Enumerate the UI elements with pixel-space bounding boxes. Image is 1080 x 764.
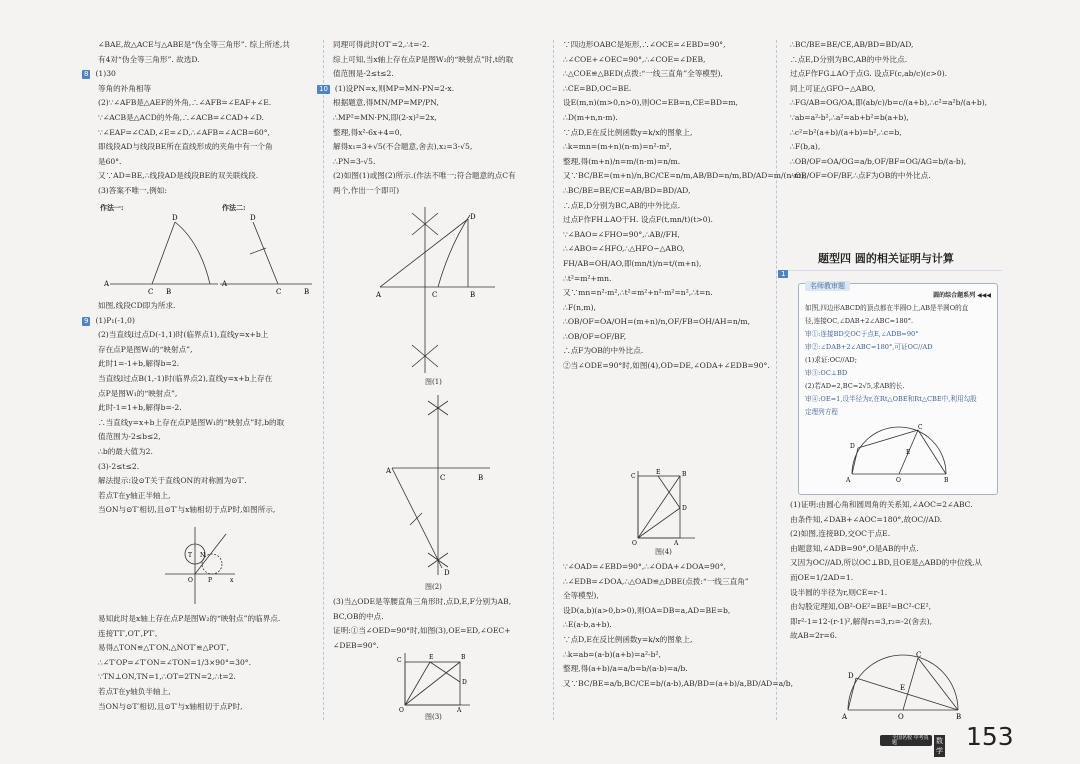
svg-text:D: D (172, 214, 178, 222)
text-line: ∴∠T′OP=∠T′ON=∠TON=1/3×90°=30°. (98, 657, 252, 667)
svg-text:x: x (230, 577, 234, 584)
svg-text:C: C (148, 288, 154, 296)
box-tag: 名师教审题 (805, 281, 850, 291)
text-line: ∴F(n,m), (563, 302, 596, 312)
text-line: 如图,线段CD即为所求. (98, 301, 176, 310)
column-1-continued (84, 299, 308, 518)
text-line: 连接TT′,OT′,PT′, (98, 628, 158, 638)
svg-text:O: O (188, 577, 193, 584)
text-line: ∴点F为OB的中外比点. (563, 346, 644, 356)
text-line: ∵∠OAD=∠EBD=90°,∴∠ODA+∠DOA=90°, (563, 562, 726, 571)
text-line: 过点F作FG⊥AO于点G. 设点F(c,ab/c)(c>0). (790, 69, 948, 79)
text-line: (2)当直线l过点D(-1,1)时(临界点1),直线y=x+b上 (98, 330, 269, 340)
text-line: 由题意知,∠ADB=90°,O是AB的中点. (790, 543, 919, 553)
text-line: 又∵AD=BE,∴线段AD是线段BE的双关联线段. (98, 171, 259, 181)
text-line: 两个,作出一个即可) (333, 185, 400, 195)
text-line: ∵∠BAO=∠FHO=90°,∴AB//FH, (563, 229, 680, 239)
figure-3-caption: 图(3) (425, 713, 442, 721)
text-line: 即r²-1=12-(r-1)²,解得r₁=3,r₂=-2(舍去), (790, 616, 933, 626)
svg-text:B: B (304, 288, 310, 296)
figure-4 (630, 468, 700, 546)
text-line: FH/AB=OH/AO,即(mn/t)/n=t/(m+n), (563, 258, 702, 268)
column-divider (776, 40, 777, 720)
text-line: 故AB=2r=6. (790, 631, 838, 641)
text-line: 此时1=-1+b,解得b=2. (98, 359, 180, 369)
text-line: ∵四边形OABC是矩形,∴∠OCE=∠EBD=90°, (563, 40, 726, 49)
text-line: 若点T在y轴负半轴上, (98, 686, 171, 696)
text-line: (2)如图(1)或图(2)所示.(作法不唯一;符合题意的点C有 (333, 171, 516, 181)
svg-text:D: D (850, 443, 855, 450)
text-line: (3)当△ODE是等腰直角三角形时,点D,E,F分别为AB, (333, 597, 512, 606)
text-line: 设D(a,b)(a>0,b>0),则OA=DB=a,AD=BE=b, (563, 605, 731, 615)
text-line: (3)答案不唯一,例如: (98, 185, 167, 195)
subject-label: 数学 (936, 737, 943, 755)
text-line: ∵∠ACB是△ACD的外角,∴∠ACB=∠CAD+∠D. (98, 112, 264, 122)
text-line: ∴MP²=MN·PN,即(2-x)²=2x, (333, 112, 437, 122)
text-line: 又∵BC/BE=a/b,BC/CE=b/(a-b),AB/BD=(a+b)/a,BD/AD=a/b, (563, 678, 793, 688)
text-line: (2)∵∠AFB是△AEF的外角,∴∠AFB=∠EAF+∠E. (98, 98, 272, 108)
box-series: 圆的综合题系列 ◀◀◀ (933, 292, 991, 299)
teacher-review-box (798, 283, 998, 495)
svg-text:D: D (444, 569, 450, 577)
svg-text:E: E (429, 654, 434, 661)
figure-2-caption: 图(2) (425, 583, 442, 591)
column-1 (84, 38, 308, 199)
svg-text:O: O (898, 713, 904, 721)
svg-text:B: B (478, 474, 484, 482)
text-line: ∴b的最大值为2. (98, 446, 153, 456)
text-line: 8 (1)30 (84, 69, 116, 79)
svg-text:B: B (944, 477, 949, 484)
question-number: 8 (84, 70, 89, 79)
svg-text:B: B (956, 713, 962, 721)
text-line: 而OE=1/2AD=1. (790, 572, 854, 582)
text-line: 审①:连接BD交OC于点E,∠ADB=90° (805, 330, 919, 338)
text-line: 同上可证△GFO∽△ABO, (790, 83, 876, 93)
column-3-bottom (563, 560, 793, 691)
text-line: 又∵mn=n²-m²,∴t²=m²+n²-m²=n²,∴t=n. (563, 288, 713, 298)
svg-text:D: D (250, 214, 256, 222)
text-line: ∵点D,E在反比例函数y=k/x的图象上, (563, 634, 693, 644)
text-line: 定理列方程 (805, 408, 838, 416)
svg-text:C: C (432, 291, 438, 299)
svg-text:C: C (397, 657, 402, 664)
text-line: ∴∠ABO=∠HFO,∴△HFO∽△ABO, (563, 244, 685, 254)
svg-text:C: C (918, 424, 923, 431)
svg-text:P: P (208, 577, 213, 584)
svg-text:A: A (674, 540, 679, 547)
method-two-label: 作法二: (222, 203, 246, 212)
svg-text:A: A (104, 280, 110, 288)
text-line: ∴当直线y=x+b上存在点P是图W₁的“映射点”时,b的取 (98, 417, 285, 427)
text-line: ∴OB/OF=OA/OG=a/b,OF/BF=OG/AG=b/(a-b), (790, 156, 967, 166)
question-number: 10 (319, 84, 328, 93)
text-line: 解得x₁=3+√5(不合题意,舍去),x₂=3-√5, (333, 142, 473, 152)
text-line: ∴OB/OF=OA/OH=(m+n)/n,OF/FB=OH/AH=n/m, (563, 317, 750, 327)
question-number: 9 (84, 316, 89, 325)
column-4-bottom (790, 498, 1002, 644)
svg-text:O: O (896, 477, 901, 484)
text-line: ∵点D,E在反比例函数y=k/x的图象上, (563, 127, 693, 137)
svg-text:T: T (188, 552, 193, 559)
svg-text:D: D (682, 505, 687, 512)
svg-text:E: E (656, 469, 661, 476)
text-line: 易得△TON≌△T′ON,△NOT′≌△POT′, (98, 643, 229, 653)
text-line: 等角的补角相等 (98, 83, 152, 93)
text-line: 审③:OC⊥BD (805, 369, 848, 377)
text-line: 全等模型), (563, 591, 599, 601)
column-2 (319, 38, 545, 199)
text-line: ∴F(b,a), (790, 142, 821, 152)
text-line: 根据题意,得MN/MP=MP/PN, (333, 98, 439, 108)
svg-text:C: C (916, 651, 922, 659)
text-line: ∴c²=b²(a+b)/(a+b)=b²,∴c=b, (790, 127, 902, 137)
text-line: 当ON与⊙T′相切,且⊙T′与x轴相切于点P时,如图所示, (98, 505, 276, 515)
text-line: 如图,四边形ABCD的顶点都在半圆O上,AB是半圆O的直 (805, 304, 969, 312)
text-line: 整理,得(a+b)/a=a/b=b/(a-b)=a/b. (563, 664, 688, 674)
text-line: (2)若AD=2,BC=2√5,求AB的长. (805, 382, 905, 390)
text-line: ∴PN=3-√5. (333, 156, 376, 166)
question-number: 1 (778, 270, 788, 278)
svg-text:B: B (166, 288, 172, 296)
text-line: 整理,得x²-6x+4=0, (333, 127, 403, 137)
figure-1 (370, 205, 510, 375)
text-line: 同理可得此时OT′=2,∴t=-2. (333, 40, 430, 49)
solution-semicircle-figure (840, 650, 965, 722)
text-line: 是60°. (98, 156, 122, 166)
text-line: ②当∠ODE=90°时,如图(4),OD=DE,∠ODA+∠EDB=90°. (563, 361, 770, 371)
text-line: 点P是图W₁的“映射点”, (98, 388, 178, 398)
text-line: ∴OB/OF=OF/BF,∴点F为OB的中外比点. (790, 171, 931, 181)
text-line: 由勾股定理知,OB²-OE²=BE²=BC²-CE², (790, 602, 932, 612)
text-line: 证明:①当∠OED=90°时,如图(3),OE=ED,∠OEC+ (333, 626, 511, 636)
svg-text:C: C (631, 473, 636, 480)
text-line: ∴BC/BE=BE/CE,AB/BD=BD/AD, (790, 40, 914, 49)
svg-text:E: E (900, 684, 906, 692)
text-line: 径,连接OC,∠DAB+2∠ABC=180°. (805, 317, 914, 325)
text-line: 存在点P是图W₁的“映射点”, (98, 344, 193, 354)
method-one-label: 作法一: (100, 203, 124, 212)
text-line: ∴FG/AB=OG/OA,即(ab/c)/b=c/(a+b),∴c²=a²b/(a+b), (790, 98, 988, 108)
page-number: 153 (966, 722, 1014, 751)
text-line: 由条件知,∠DAB+∠AOC=180°,故OC//AD. (790, 514, 943, 524)
box-text (805, 302, 991, 419)
text-line: 又因为OC//AD,所以OC⊥BD,且OE是△ABD的中位线,从 (790, 558, 983, 568)
column-4 (790, 38, 1002, 184)
text-line: ∠DEB=90°. (333, 640, 379, 650)
text-line: 设半圆的半径为r,则CE=r-1. (790, 587, 888, 597)
column-divider (323, 40, 324, 720)
svg-text:A: A (376, 291, 382, 299)
svg-text:A: A (386, 467, 392, 475)
text-line: ∵∠EAF=∠CAD,∠E=∠D,∴∠AFB=∠ACB=60°, (98, 127, 270, 137)
svg-text:E: E (906, 449, 911, 456)
text-line: 若点T在y轴正半轴上, (98, 490, 171, 500)
text-line: ∴△COE≌△BED(点拨:“一线三直角”全等模型), (563, 69, 723, 79)
svg-text:C: C (276, 288, 282, 296)
text-line: (2)如图,连接BD,交OC于点E. (790, 529, 891, 539)
svg-text:C: C (440, 474, 446, 482)
text-line: 10 (1)设PN=x,则MP=MN-PN=2-x. (319, 83, 455, 93)
svg-text:O: O (632, 540, 637, 547)
text-line: 解法提示:设⊙T关于直线ON的对称圆为⊙T′. (98, 476, 247, 486)
semicircle-figure (844, 424, 954, 486)
text-line: 当ON与⊙T′相切,且⊙T′与x轴相切于点P时, (98, 701, 243, 711)
publisher-logo: 全国名校 中考真题 (880, 735, 932, 746)
text-line: 审④:OE=1,设半径为r,在Rt△OBE和Rt△CBE中,利用勾股 (805, 395, 977, 403)
text-line: 此时-1=1+b,解得b=-2. (98, 403, 182, 413)
text-line: (1)求证:OC//AD; (805, 356, 857, 364)
text-line: ∴k=ab=(a-b)(a+b)=a²-b², (563, 649, 661, 659)
figure-4-caption: 图(4) (655, 548, 672, 556)
text-line: ∠BAE,故△ACE与△ABE是“伪全等三角形”. 综上所述,共 (98, 40, 290, 49)
text-line: BC,OB的中点. (333, 611, 384, 621)
svg-text:D: D (848, 672, 854, 680)
svg-text:N: N (200, 552, 206, 559)
text-line: ∵TN⊥ON,TN=1,∴OT=2TN=2,∴t=2. (98, 672, 236, 682)
text-line: ∴OB/OF=OF/BF, (563, 331, 627, 341)
text-line: 易知此时是x轴上存在点P是图W₂的“映射点”的临界点. (98, 614, 281, 623)
construction-figure (100, 212, 315, 302)
svg-text:A: A (846, 477, 851, 484)
text-line: 过点F作FH⊥AO于H. 设点F(t,mn/t)(t>0). (563, 215, 713, 225)
text-line: 有4对“伪全等三角形”. 故选D. (98, 54, 200, 64)
svg-text:D: D (462, 679, 467, 686)
text-line: 又∵BC/BE=(m+n)/n,BC/CE=n/m,AB/BD=n/m,BD/AD=m/(n-m), (563, 171, 807, 181)
svg-text:A: A (842, 713, 848, 721)
text-line: ∵ab=a²-b²,∴a²=ab+b²=b(a+b), (790, 112, 909, 122)
text-line: ∴点E,D分别为BC,AB的中外比点. (563, 200, 681, 210)
figure-1-caption: 图(1) (425, 378, 442, 386)
section-title-band (778, 246, 1002, 271)
figure-2 (370, 393, 510, 578)
text-line: ∴∠EDB=∠DOA,∴△OAD≌△DBE(点拨:“一线三直角” (563, 576, 749, 586)
svg-text:B: B (461, 654, 466, 661)
text-line: ∴t²=m²+mn. (563, 273, 612, 283)
svg-text:D: D (470, 213, 476, 221)
svg-text:A: A (457, 707, 462, 714)
column-1-bottom (98, 612, 308, 714)
column-2-bottom (333, 595, 545, 653)
figure-3 (395, 650, 475, 712)
text-line: 整理,得(m+n)/n=m/(n-m)=n/m. (563, 156, 681, 166)
text-line: ∴点E,D分别为BC,AB的中外比点. (790, 54, 908, 64)
text-line: ∴E(a-b,a+b). (563, 620, 612, 630)
svg-text:B: B (682, 471, 687, 478)
svg-text:O: O (399, 707, 404, 714)
svg-text:B: B (470, 291, 476, 299)
text-line: ∴∠COE+∠OEC=90°,∴∠COE=∠DEB, (563, 54, 706, 64)
section-title: 题型四 圆的相关证明与计算 (818, 252, 954, 265)
text-line: (3)-2≤t≤2. (98, 461, 140, 471)
text-line: ∴D(m+n,n-m). (563, 112, 618, 122)
text-line: 即线段AD与线段BE所在直线形成的夹角中有一个角 (98, 142, 273, 152)
text-line: (1)证明:由圆心角和圆周角的关系知,∠AOC=2∠ABC. (790, 500, 973, 509)
text-line: 9 (1)P₁(-1,0) (84, 315, 135, 325)
text-line: 综上可知,当x轴上存在点P是图W₂的“映射点”时,t的取 (333, 54, 514, 64)
text-line: ∴BC/BE=BE/CE=AB/BD=BD/AD, (563, 185, 691, 195)
text-line: ∴k=mn=(m+n)(n-m)=n²-m², (563, 142, 672, 152)
text-line: ∴CE=BD,OC=BE. (563, 83, 632, 93)
svg-text:A: A (222, 280, 228, 288)
column-divider (553, 40, 554, 720)
text-line: 审②:∠DAB+2∠ABC=180°,可证OC//AD (805, 343, 933, 351)
text-line: 值范围为-2≤b≤2, (98, 432, 161, 442)
circle-tangent-figure (160, 522, 240, 608)
text-line: 值范围是-2≤t≤2. (333, 69, 394, 79)
text-line: 当直线l过点B(1,-1)时(临界点2),直线y=x+b上存在 (98, 373, 273, 383)
text-line: 设E(m,n)(m>0,n>0),则OC=EB=n,CE=BD=m, (563, 98, 738, 108)
